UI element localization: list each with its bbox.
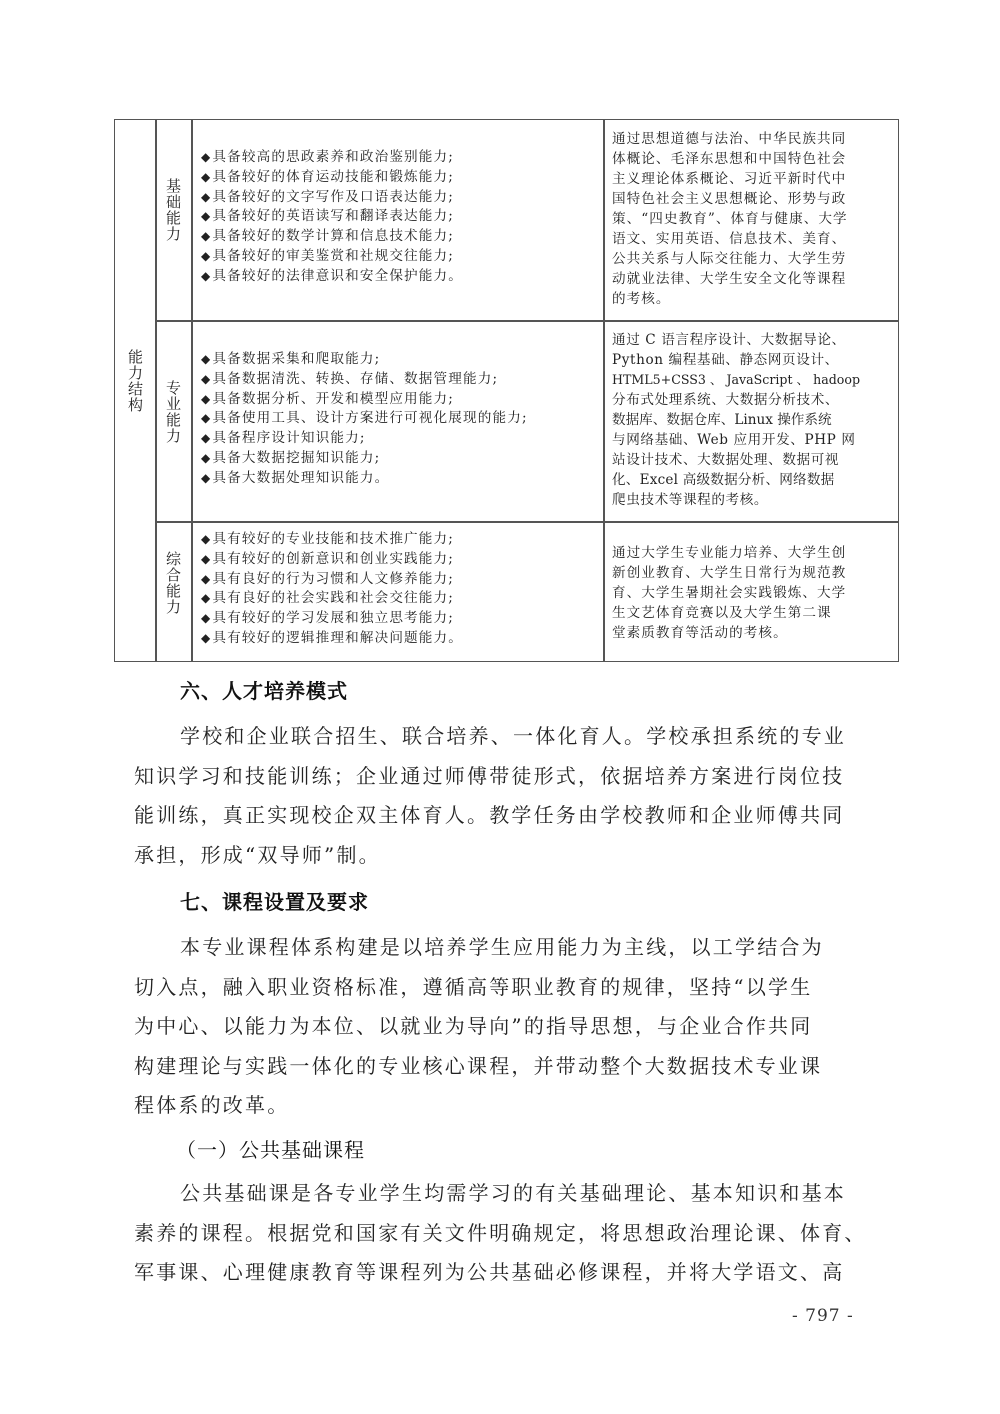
table-group-label: 能力结构 [126,349,144,413]
paragraph [134,717,884,875]
ability-item: ◆具备数据采集和爬取能力; [201,351,381,367]
course-line: HTML5+CSS3 、 JavaScript 、 hadoop [612,372,861,387]
course-line: Python 编程基础、静态网页设计、 [612,352,839,368]
ability-item: ◆具有良好的社会实践和社会交往能力; [201,590,455,607]
course-line: 堂素质教育等活动的考核。 [612,625,788,641]
table-row-divider [155,521,899,523]
ability-item: ◆具有较好的创新意识和创业实践能力; [201,550,455,567]
diamond-bullet-icon: ◆ [201,551,212,566]
table-column-divider [155,119,157,662]
paragraph [134,928,884,1126]
ability-item: ◆具有良好的行为习惯和人文修养能力; [201,570,455,587]
course-line: 公共关系与人际交往能力、大学生劳 [612,251,847,267]
course-line: 策、“四史教育”、体育与健康、大学 [612,211,848,227]
ability-item: ◆具备较好的体育运动技能和锻炼能力; [201,168,455,185]
paragraph-line: 构建理论与实践一体化的专业核心课程，并带动整个大数据技术专业课 [134,1053,823,1078]
course-line: 化、Excel 高级数据分析、网络数据 [612,472,835,488]
course-line: 通过 C 语言程序设计、大数据导论、 [612,332,846,348]
diamond-bullet-icon: ◆ [201,591,212,606]
diamond-bullet-icon: ◆ [201,611,212,626]
ability-list [201,530,463,649]
ability-item: ◆具备大数据挖掘知识能力; [201,449,381,466]
course-line: 通过大学生专业能力培养、大学生创 [612,545,847,561]
paragraph-line: 切入点，融入职业资格标准，遵循高等职业教育的规律，坚持“以学生 [134,974,813,999]
course-line: 动就业法律、大学生安全文化等课程 [612,271,847,287]
row-category-label: 基础能力 [164,178,182,242]
ability-item: ◆具有较好的学习发展和独立思考能力; [201,610,455,627]
ability-item: ◆具备较好的法律意识和安全保护能力。 [201,267,464,284]
ability-item: ◆具有较好的专业技能和技术推广能力; [201,531,455,547]
ability-item: ◆具有较好的逻辑推理和解决问题能力。 [201,629,464,646]
ability-item: ◆具备数据清洗、转换、存储、数据管理能力; [201,370,499,387]
section-heading: 六、人才培养模式 [180,679,348,703]
page-number: - 797 - [792,1306,854,1326]
table-column-divider [191,119,193,662]
ability-item: ◆具备较好的审美鉴赏和社规交往能力; [201,247,455,264]
diamond-bullet-icon: ◆ [201,268,212,283]
ability-item: ◆具备较高的思政素养和政治鉴别能力; [201,149,455,165]
ability-item: ◆具备大数据处理知识能力。 [201,469,390,486]
paragraph-line: 承担，形成“双导师”制。 [134,842,381,867]
ability-item: ◆具备使用工具、设计方案进行可视化展现的能力; [201,410,528,427]
diamond-bullet-icon: ◆ [201,571,212,586]
course-line: 与网络基础、Web 应用开发、PHP 网 [612,432,856,448]
course-line: 国特色社会主义思想概论、形势与政 [612,191,847,207]
row-category-label: 综合能力 [164,551,182,615]
diamond-bullet-icon: ◆ [201,248,212,263]
diamond-bullet-icon: ◆ [201,411,212,426]
ability-list [201,350,528,489]
paragraph-line: 程体系的改革。 [134,1093,290,1117]
paragraph-line: 本专业课程体系构建是以培养学生应用能力为主线，以工学结合为 [180,935,824,959]
diamond-bullet-icon: ◆ [201,470,212,485]
paragraph-line: 军事课、心理健康教育等课程列为公共基础必修课程，并将大学语文、高 [134,1260,845,1284]
ability-list [201,148,463,287]
paragraph [134,1174,884,1293]
course-assessment-cell [612,129,894,309]
diamond-bullet-icon: ◆ [201,630,212,645]
subsection-heading: （一）公共基础课程 [176,1138,365,1162]
course-line: 体概论、毛泽东思想和中国特色社会 [612,151,847,167]
ability-item: ◆具备较好的文字写作及口语表达能力; [201,188,455,205]
course-assessment-cell [612,543,894,643]
paragraph-line: 学校和企业联合招生、联合培养、一体化育人。学校承担系统的专业 [180,724,846,748]
course-line: 新创业教育、大学生日常行为规范教 [612,565,847,581]
diamond-bullet-icon: ◆ [201,150,212,164]
diamond-bullet-icon: ◆ [201,209,212,224]
diamond-bullet-icon: ◆ [201,391,212,406]
diamond-bullet-icon: ◆ [201,450,212,465]
paragraph-line: 为中心、以能力为本位、以就业为导向”的指导思想，与企业合作共同 [134,1014,813,1038]
paragraph-line: 素养的课程。根据党和国家有关文件明确规定，将思想政治理论课、体育、 [134,1220,867,1245]
diamond-bullet-icon: ◆ [201,189,212,204]
paragraph-line: 知识学习和技能训练；企业通过师傅带徒形式，依据培养方案进行岗位技 [134,763,845,788]
diamond-bullet-icon: ◆ [201,229,212,244]
diamond-bullet-icon: ◆ [201,371,212,386]
course-line: 站设计技术、大数据处理、数据可视 [612,452,840,468]
course-assessment-cell [612,330,894,510]
course-line: 分布式处理系统、大数据分析技术、 [612,392,840,408]
section-heading: 七、课程设置及要求 [180,890,369,914]
diamond-bullet-icon: ◆ [201,169,212,184]
course-line: 语文、实用英语、信息技术、美育、 [612,231,847,247]
course-line: 爬虫技术等课程的考核。 [612,492,769,508]
ability-item: ◆具备较好的数学计算和信息技术能力; [201,228,455,245]
ability-item: ◆具备程序设计知识能力; [201,430,366,447]
course-line: 主义理论体系概论、习近平新时代中 [612,171,847,187]
diamond-bullet-icon: ◆ [201,431,212,446]
course-line: 的考核。 [612,291,671,307]
course-line: 育、大学生暑期社会实践锻炼、大学 [612,585,847,601]
paragraph-line: 能训练，真正实现校企双主体育人。教学任务由学校教师和企业师傅共同 [134,803,845,827]
row-category-label: 专业能力 [164,380,182,444]
diamond-bullet-icon: ◆ [201,352,212,366]
course-line: 数据库、数据仓库、Linux 操作系统 [612,412,832,428]
course-line: 通过思想道德与法治、中华民族共同 [612,131,847,147]
diamond-bullet-icon: ◆ [201,532,212,546]
table-column-divider [603,119,605,662]
ability-item: ◆具备较好的英语读写和翻译表达能力; [201,208,455,225]
paragraph-line: 公共基础课是各专业学生均需学习的有关基础理论、基本知识和基本 [180,1181,846,1205]
course-line: 生文艺体育竞赛以及大学生第二课 [612,605,832,621]
ability-item: ◆具备数据分析、开发和模型应用能力; [201,390,455,407]
table-row-divider [155,320,899,322]
